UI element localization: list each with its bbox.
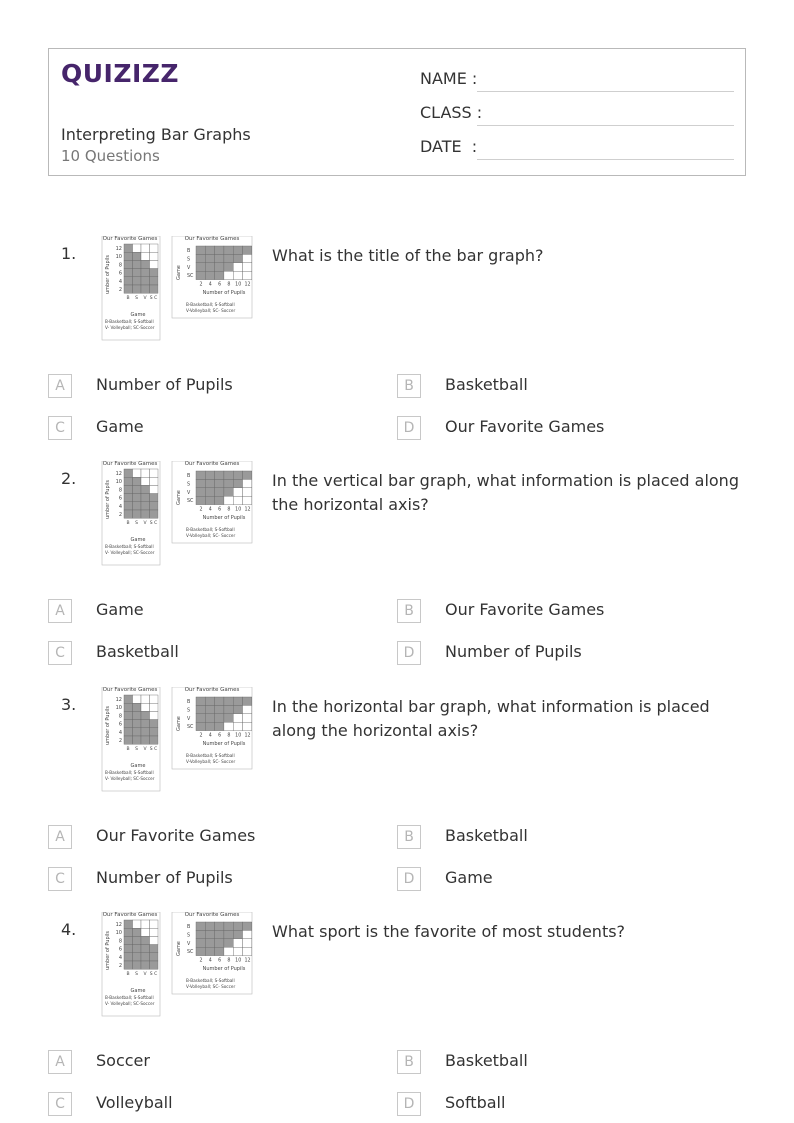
horizontal-tick-label: 10 [235, 733, 242, 739]
option-letter-box[interactable]: C [48, 416, 72, 440]
vertical-tick-label: 10 [115, 254, 122, 261]
worksheet-header [48, 48, 746, 176]
horizontal-tick-label: 2 [199, 507, 203, 513]
question-text: What is the title of the bar graph? [272, 246, 544, 265]
horizontal-tick-label: 8 [227, 507, 231, 513]
vertical-category-label: V [143, 296, 147, 302]
horizontal-category-label: B [187, 925, 191, 930]
horizontal-category-label: SC [187, 725, 194, 731]
vertical-tick-label: 6 [118, 721, 122, 728]
vertical-tick-label: 2 [118, 963, 122, 969]
option-text: Number of Pupils [445, 642, 582, 661]
vertical-tick-label: 8 [118, 487, 122, 494]
question-count: 10 Questions [61, 147, 160, 165]
horizontal-tick-label: 8 [227, 282, 231, 288]
vertical-category-label: B [126, 296, 130, 302]
horizontal-category-label: V [187, 716, 191, 722]
answer-option-b[interactable] [397, 825, 737, 849]
horizontal-tick-label: 12 [244, 507, 251, 513]
horizontal-graph-ylabel: Game [176, 941, 182, 956]
option-letter-box[interactable]: C [48, 641, 72, 665]
vertical-graph-xlabel: Game [130, 763, 146, 769]
answer-option-b[interactable] [397, 374, 737, 398]
class-line[interactable] [477, 125, 734, 126]
vertical-tick-label: 4 [118, 954, 122, 961]
vertical-category-label: S [135, 296, 138, 302]
quizizz-logo: QUIZIZZ [61, 59, 180, 88]
bar-graphs-image [100, 912, 256, 1020]
answer-option-a[interactable] [48, 599, 388, 623]
horizontal-category-label: B [187, 474, 191, 479]
horizontal-legend-2: V-Volleyball; SC- Soccer [186, 308, 236, 313]
horizontal-graph-title: Our Favorite Games [184, 912, 240, 918]
option-letter-box[interactable]: D [397, 416, 421, 440]
horizontal-graph-ylabel: Game [176, 265, 182, 280]
vertical-legend-1: B-Basketball; S-Softball [105, 770, 154, 775]
vertical-legend-2: V- Volleyball; SC-Soccer [105, 1001, 155, 1006]
worksheet-title: Interpreting Bar Graphs [61, 125, 251, 144]
option-letter-box[interactable]: D [397, 1092, 421, 1116]
class-field[interactable] [420, 103, 734, 127]
answer-option-c[interactable] [48, 867, 388, 891]
option-letter-box[interactable]: C [48, 1092, 72, 1116]
option-text: Game [96, 600, 144, 619]
horizontal-tick-label: 4 [208, 958, 212, 964]
option-text: Soccer [96, 1051, 150, 1070]
bar-graphs-image [100, 687, 256, 795]
vertical-category-label: S C [149, 747, 158, 753]
vertical-legend-1: B-Basketball; S-Softball [105, 995, 154, 1000]
option-letter-box[interactable]: A [48, 1050, 72, 1074]
question-number: 2. [61, 469, 77, 488]
option-text: Volleyball [96, 1093, 173, 1112]
date-line[interactable] [477, 159, 734, 160]
option-letter-box[interactable]: A [48, 374, 72, 398]
horizontal-category-label: V [187, 490, 191, 496]
horizontal-tick-label: 12 [244, 733, 251, 739]
horizontal-category-label: S [187, 708, 191, 714]
horizontal-category-label: V [187, 265, 191, 271]
date-field[interactable] [420, 137, 734, 161]
vertical-tick-label: 6 [118, 495, 122, 502]
vertical-legend-1: B-Basketball; S-Softball [105, 319, 154, 324]
vertical-category-label: B [126, 521, 130, 527]
horizontal-legend-2: V-Volleyball; SC- Soccer [186, 984, 236, 989]
vertical-tick-label: 10 [115, 930, 122, 937]
horizontal-category-label: B [187, 700, 191, 705]
answer-option-d[interactable] [397, 416, 737, 440]
vertical-tick-label: 8 [118, 938, 122, 945]
horizontal-tick-label: 10 [235, 958, 242, 964]
option-text: Basketball [445, 1051, 528, 1070]
answer-option-b[interactable] [397, 1050, 737, 1074]
vertical-category-label: S C [149, 296, 158, 302]
vertical-graph-title: Our Favorite Games [102, 912, 158, 918]
vertical-category-label: V [143, 521, 147, 527]
vertical-legend-2: V- Volleyball; SC-Soccer [105, 550, 155, 555]
option-text: Basketball [445, 826, 528, 845]
question-text: What sport is the favorite of most students? [272, 922, 626, 941]
horizontal-tick-label: 4 [208, 507, 212, 513]
vertical-tick-label: 10 [115, 479, 122, 486]
option-text: Our Favorite Games [445, 600, 605, 619]
option-letter-box[interactable]: B [397, 599, 421, 623]
answer-option-c[interactable] [48, 641, 388, 665]
answer-option-b[interactable] [397, 599, 737, 623]
vertical-graph-ylabel: umber of Pupils [105, 931, 111, 970]
option-letter-box[interactable]: D [397, 867, 421, 891]
option-text: Softball [445, 1093, 506, 1112]
vertical-category-label: S [135, 972, 138, 978]
horizontal-tick-label: 6 [218, 958, 222, 964]
question-text: In the vertical bar graph, what information is placed along the horizontal axis? [272, 471, 739, 514]
horizontal-legend-2: V-Volleyball; SC- Soccer [186, 759, 236, 764]
horizontal-tick-label: 8 [227, 958, 231, 964]
horizontal-legend-1: B-Basketball; S-Softball [186, 302, 235, 307]
horizontal-tick-label: 2 [199, 733, 203, 739]
horizontal-category-label: S [187, 257, 191, 263]
vertical-category-label: B [126, 972, 130, 978]
horizontal-graph-xlabel: Number of Pupils [202, 741, 246, 747]
vertical-category-label: S [135, 521, 138, 527]
question-number: 4. [61, 920, 77, 939]
horizontal-legend-1: B-Basketball; S-Softball [186, 753, 235, 758]
horizontal-tick-label: 10 [235, 282, 242, 288]
horizontal-graph-title: Our Favorite Games [184, 236, 240, 242]
question-number: 1. [61, 244, 77, 263]
option-letter-box[interactable]: B [397, 1050, 421, 1074]
vertical-graph-xlabel: Game [130, 312, 146, 318]
vertical-tick-label: 12 [115, 246, 122, 252]
vertical-graph-ylabel: umber of Pupils [105, 706, 111, 745]
vertical-tick-label: 4 [118, 503, 122, 510]
vertical-tick-label: 6 [118, 270, 122, 277]
answer-option-a[interactable] [48, 1050, 388, 1074]
vertical-tick-label: 12 [115, 471, 122, 477]
name-field[interactable] [420, 69, 734, 93]
horizontal-tick-label: 2 [199, 282, 203, 288]
vertical-tick-label: 4 [118, 729, 122, 736]
option-letter-box[interactable]: A [48, 825, 72, 849]
horizontal-legend-1: B-Basketball; S-Softball [186, 527, 235, 532]
horizontal-tick-label: 2 [199, 958, 203, 964]
option-text: Our Favorite Games [445, 417, 605, 436]
vertical-tick-label: 6 [118, 946, 122, 953]
horizontal-tick-label: 6 [218, 507, 222, 513]
class-label: CLASS : [420, 103, 483, 122]
name-line[interactable] [477, 91, 734, 92]
vertical-legend-2: V- Volleyball; SC-Soccer [105, 776, 155, 781]
vertical-legend-1: B-Basketball; S-Softball [105, 544, 154, 549]
horizontal-category-label: S [187, 933, 191, 939]
vertical-tick-label: 8 [118, 262, 122, 269]
option-text: Number of Pupils [96, 868, 233, 887]
horizontal-tick-label: 12 [244, 282, 251, 288]
horizontal-tick-label: 8 [227, 733, 231, 739]
option-text: Basketball [96, 642, 179, 661]
vertical-graph-title: Our Favorite Games [102, 687, 158, 693]
vertical-category-label: V [143, 747, 147, 753]
vertical-tick-label: 12 [115, 697, 122, 703]
horizontal-graph-title: Our Favorite Games [184, 461, 240, 467]
bar-graphs-image [100, 461, 256, 569]
option-text: Our Favorite Games [96, 826, 256, 845]
vertical-graph-xlabel: Game [130, 988, 146, 994]
horizontal-category-label: B [187, 249, 191, 254]
question-number: 3. [61, 695, 77, 714]
option-letter-box[interactable]: C [48, 867, 72, 891]
horizontal-graph-xlabel: Number of Pupils [202, 290, 246, 296]
horizontal-legend-2: V-Volleyball; SC- Soccer [186, 533, 236, 538]
horizontal-category-label: SC [187, 950, 194, 956]
bar-graphs-image [100, 236, 256, 344]
vertical-graph-title: Our Favorite Games [102, 461, 158, 467]
option-text: Number of Pupils [96, 375, 233, 394]
horizontal-category-label: V [187, 941, 191, 947]
vertical-graph-xlabel: Game [130, 537, 146, 543]
option-letter-box[interactable]: D [397, 641, 421, 665]
option-text: Game [445, 868, 493, 887]
vertical-tick-label: 10 [115, 705, 122, 712]
horizontal-category-label: SC [187, 499, 194, 505]
vertical-tick-label: 2 [118, 287, 122, 293]
answer-option-c[interactable] [48, 1092, 388, 1116]
answer-option-d[interactable] [397, 641, 737, 665]
horizontal-graph-xlabel: Number of Pupils [202, 515, 246, 521]
vertical-tick-label: 2 [118, 512, 122, 518]
vertical-graph-ylabel: umber of Pupils [105, 480, 111, 519]
option-letter-box[interactable]: B [397, 825, 421, 849]
vertical-category-label: S C [149, 972, 158, 978]
horizontal-category-label: S [187, 482, 191, 488]
option-letter-box[interactable]: A [48, 599, 72, 623]
answer-option-a[interactable] [48, 825, 388, 849]
horizontal-graph-ylabel: Game [176, 716, 182, 731]
vertical-legend-2: V- Volleyball; SC-Soccer [105, 325, 155, 330]
answer-option-d[interactable] [397, 867, 737, 891]
vertical-tick-label: 8 [118, 713, 122, 720]
horizontal-tick-label: 6 [218, 282, 222, 288]
answer-option-d[interactable] [397, 1092, 737, 1116]
option-letter-box[interactable]: B [397, 374, 421, 398]
vertical-graph-title: Our Favorite Games [102, 236, 158, 242]
horizontal-category-label: SC [187, 274, 194, 280]
vertical-category-label: S C [149, 521, 158, 527]
vertical-tick-label: 4 [118, 278, 122, 285]
vertical-tick-label: 12 [115, 922, 122, 928]
vertical-category-label: B [126, 747, 130, 753]
vertical-graph-ylabel: umber of Pupils [105, 255, 111, 294]
horizontal-tick-label: 12 [244, 958, 251, 964]
vertical-tick-label: 2 [118, 738, 122, 744]
horizontal-legend-1: B-Basketball; S-Softball [186, 978, 235, 983]
question-text: In the horizontal bar graph, what information is placed along the horizontal axis? [272, 697, 710, 740]
vertical-category-label: S [135, 747, 138, 753]
horizontal-tick-label: 6 [218, 733, 222, 739]
horizontal-graph-title: Our Favorite Games [184, 687, 240, 693]
horizontal-graph-ylabel: Game [176, 490, 182, 505]
answer-option-c[interactable] [48, 416, 388, 440]
name-label: NAME : [420, 69, 478, 88]
answer-option-a[interactable] [48, 374, 388, 398]
date-label: DATE : [420, 137, 478, 156]
horizontal-graph-xlabel: Number of Pupils [202, 966, 246, 972]
vertical-category-label: V [143, 972, 147, 978]
option-text: Basketball [445, 375, 528, 394]
horizontal-tick-label: 4 [208, 282, 212, 288]
horizontal-tick-label: 4 [208, 733, 212, 739]
option-text: Game [96, 417, 144, 436]
horizontal-tick-label: 10 [235, 507, 242, 513]
